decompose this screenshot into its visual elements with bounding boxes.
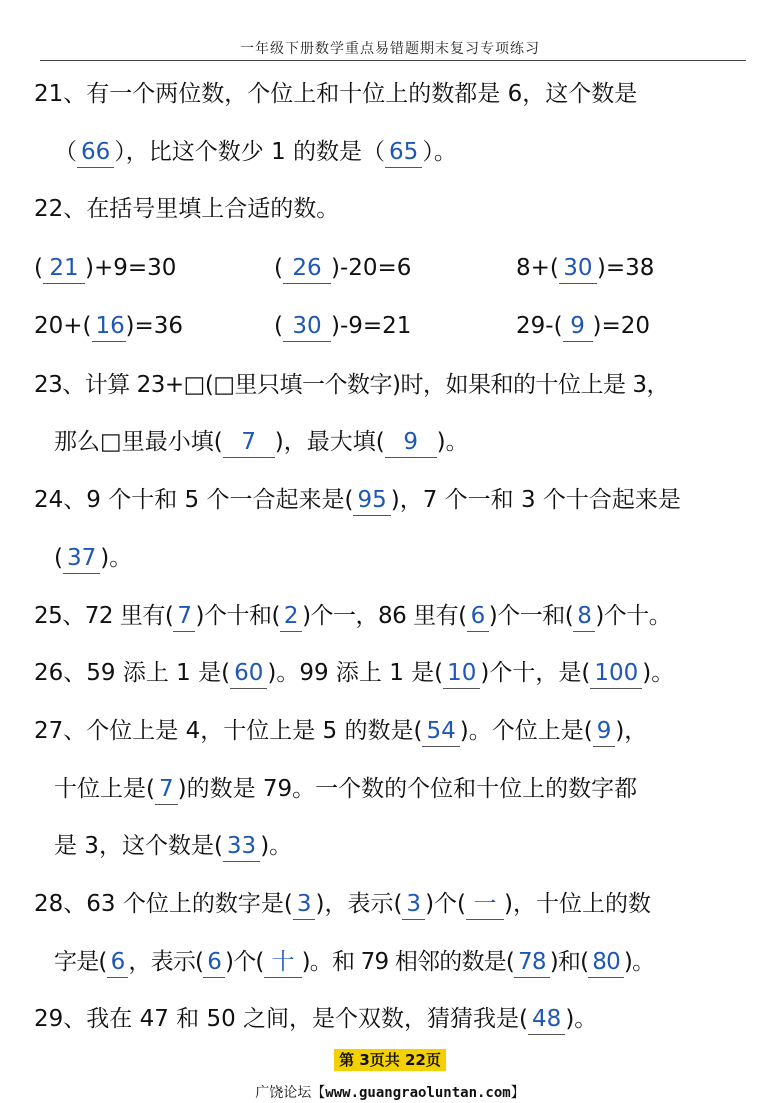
q21-answer-2[interactable]: 65: [385, 141, 422, 168]
q21-text: （: [54, 139, 77, 165]
q28-answer-7[interactable]: 78: [514, 951, 550, 978]
q26-answer-1[interactable]: 60: [230, 662, 267, 689]
q22-text: )=36: [125, 313, 184, 339]
q28-text: )个(: [225, 949, 264, 975]
q25-answer-3[interactable]: 6: [467, 605, 489, 632]
q23-answer-max[interactable]: 9: [385, 431, 437, 458]
q28-line1: [34, 893, 760, 920]
q25-text: )个十。: [595, 603, 672, 629]
site-footer-suffix: 】: [510, 1085, 525, 1101]
q22-item-2: [274, 257, 411, 284]
q24-line2: [54, 547, 760, 574]
q25-text: )个一，86 里有(: [302, 603, 467, 629]
q24-answer-1[interactable]: 95: [353, 489, 390, 516]
q28-text: )个(: [425, 891, 467, 917]
page-header-title: 一年级下册数学重点易错题期末复习专项练习: [240, 41, 540, 57]
q23-text: )。: [436, 429, 469, 455]
page-number: [0, 1049, 780, 1070]
q21-answer-1[interactable]: 66: [77, 141, 114, 168]
q21-text: 21、有一个两位数，个位上和十位上的数都是 6，这个数是: [34, 81, 638, 107]
q25-text: )个一和(: [488, 603, 574, 629]
q22-answer-6[interactable]: 9: [563, 315, 593, 342]
q26-text: )。: [642, 660, 675, 686]
q28-answer-1[interactable]: 3: [293, 893, 316, 920]
q28-text: 28、63 个位上的数字是(: [34, 891, 293, 917]
q22-item-3: [516, 257, 654, 284]
q23-answer-min[interactable]: 7: [223, 431, 275, 458]
q27-text: )，: [615, 718, 648, 744]
q21-text: ）。: [422, 139, 457, 165]
q22-answer-3[interactable]: 30: [559, 257, 597, 284]
q29-text: 29、我在 47 和 50 之间，是个双数，猜猜我是(: [34, 1006, 529, 1032]
q26-answer-2[interactable]: 10: [443, 662, 480, 689]
page-number-badge: 第 3页共 22页: [334, 1049, 446, 1071]
q27-text: 十位上是(: [54, 776, 155, 802]
q26-text: 26、59 添上 1 是(: [34, 660, 231, 686]
q28-text: )和(: [549, 949, 589, 975]
q22-text: (: [34, 255, 43, 281]
q27-text: )。: [260, 833, 293, 859]
q26-answer-3[interactable]: 100: [590, 662, 642, 689]
q28-text: )，表示(: [315, 891, 403, 917]
q28-line2: [54, 951, 760, 978]
q25-answer-2[interactable]: 2: [280, 605, 302, 632]
q28-text: 字是(: [54, 949, 107, 975]
q27-answer-4[interactable]: 33: [223, 835, 260, 862]
q28-answer-8[interactable]: 80: [588, 951, 624, 978]
header-divider: [40, 60, 746, 61]
q24-text: 24、9 个十和 5 个一合起来是(: [34, 487, 354, 513]
q27-line3: [54, 835, 760, 862]
q27-answer-3[interactable]: 7: [155, 778, 178, 805]
site-footer: [0, 1082, 780, 1102]
q28-text: )，十位上的数: [504, 891, 651, 917]
q28-answer-2[interactable]: 3: [402, 893, 425, 920]
q28-answer-4[interactable]: 6: [107, 951, 129, 978]
q26-text: )。99 添上 1 是(: [267, 660, 444, 686]
q27-line1: [34, 720, 760, 747]
q28-text: )。: [623, 949, 655, 975]
q22-text: 29-(: [516, 313, 563, 339]
q28-answer-3[interactable]: 一: [466, 893, 504, 920]
q24-line1: [34, 489, 760, 516]
q27-text: 是 3，这个数是(: [54, 833, 223, 859]
q22-answer-5[interactable]: 30: [283, 315, 331, 342]
q29-answer-1[interactable]: 48: [528, 1008, 565, 1035]
q22-text: )+9=30: [84, 255, 177, 281]
site-footer-prefix: 广饶论坛【: [255, 1085, 326, 1101]
q21-line2: [54, 141, 760, 168]
q22-answer-4[interactable]: 16: [92, 315, 126, 342]
q22-answer-2[interactable]: 26: [283, 257, 331, 284]
q28-answer-6[interactable]: 十: [264, 951, 302, 978]
site-footer-url[interactable]: www.guangraoluntan.com: [325, 1085, 511, 1101]
q22-title: 22、在括号里填上合适的数。: [34, 196, 340, 222]
q24-text: (: [54, 545, 63, 571]
q22-text: )-9=21: [330, 313, 412, 339]
q26-text: )个十，是(: [480, 660, 591, 686]
q22-item-1: [34, 257, 176, 284]
q23-line2: [54, 431, 760, 458]
q27-answer-1[interactable]: 54: [422, 720, 459, 747]
q22-answer-1[interactable]: 21: [43, 257, 85, 284]
q23-text: 那么□里最小填(: [54, 429, 223, 455]
q25-answer-1[interactable]: 7: [173, 605, 195, 632]
q24-answer-2[interactable]: 37: [63, 547, 100, 574]
q22-item-5: [274, 315, 411, 342]
q27-text: )。个位上是(: [459, 718, 593, 744]
q24-text: )，7 个一和 3 个十合起来是: [390, 487, 681, 513]
q22-text: (: [274, 255, 283, 281]
q23-line1: 23、计算 23+□(□里只填一个数字)时，如果和的十位上是 3，: [34, 372, 669, 398]
q27-line2: [54, 778, 760, 805]
q23-text: )，最大填(: [274, 429, 385, 455]
q25-text: 25、72 里有(: [34, 603, 174, 629]
q25-answer-4[interactable]: 8: [573, 605, 595, 632]
q22-text: 8+(: [516, 255, 559, 281]
q27-answer-2[interactable]: 9: [593, 720, 616, 747]
q25-line: [34, 605, 760, 632]
q25-text: )个十和(: [195, 603, 280, 629]
q22-item-4: [34, 315, 183, 342]
q28-text: )。和 79 相邻的数是(: [301, 949, 515, 975]
q21-text: ），比这个数少 1 的数是（: [114, 139, 386, 165]
q29-text: )。: [565, 1006, 598, 1032]
q29-line: [34, 1008, 760, 1035]
q22-text: )=38: [596, 255, 655, 281]
q27-text: )的数是 79。一个数的个位和十位上的数字都: [177, 776, 638, 802]
q22-text: (: [274, 313, 283, 339]
q22-item-6: [516, 315, 650, 342]
q21-line1: [34, 83, 760, 106]
q22-text: )=20: [592, 313, 651, 339]
q24-text: )。: [100, 545, 133, 571]
q27-text: 27、个位上是 4，十位上是 5 的数是(: [34, 718, 423, 744]
q22-text: 20+(: [34, 313, 92, 339]
q22-text: )-20=6: [330, 255, 412, 281]
q26-line: [34, 662, 760, 689]
q28-answer-5[interactable]: 6: [203, 951, 225, 978]
q28-text: ，表示(: [128, 949, 204, 975]
